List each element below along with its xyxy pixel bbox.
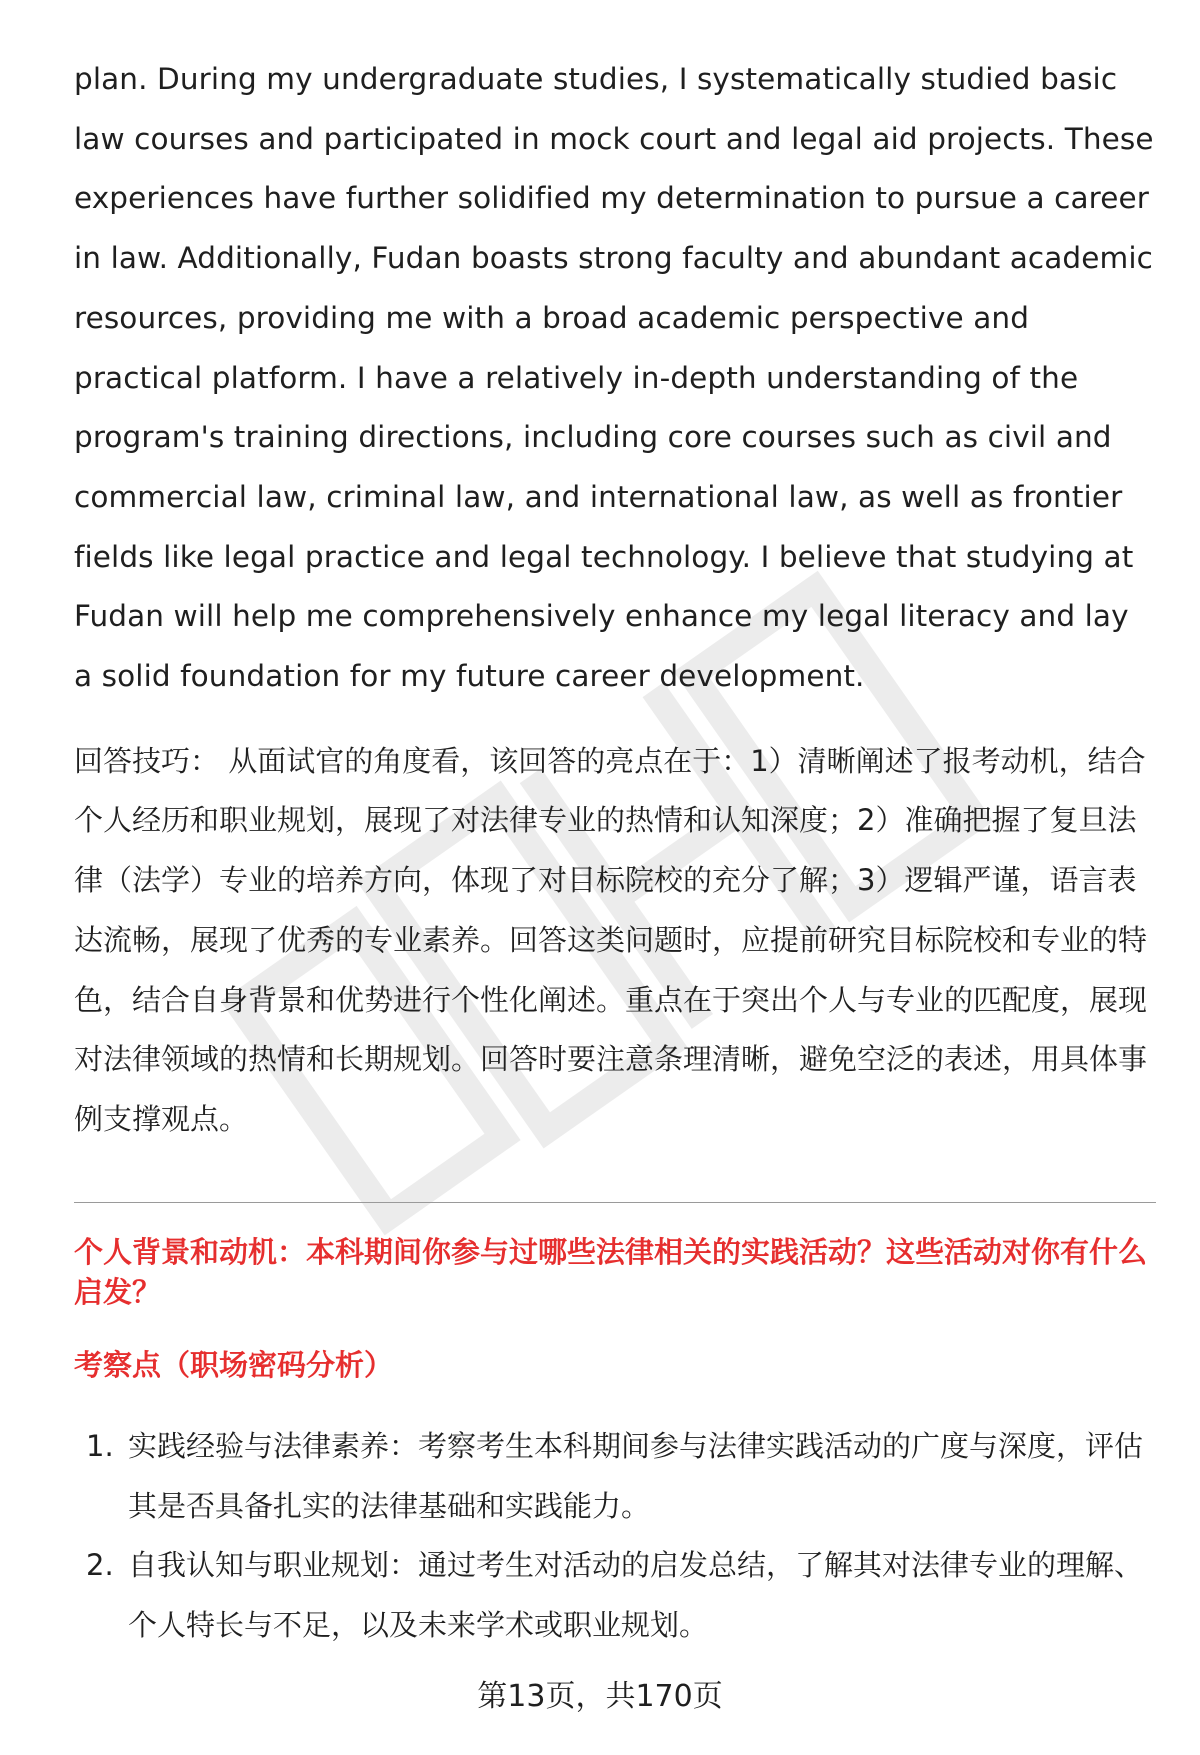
list-item [74, 1417, 1154, 1536]
list-item-text: 实践经验与法律素养：考察考生本科期间参与法律实践活动的广度与深度，评估其是否具备扎实的法律基础和实践能力。 [128, 1429, 1144, 1523]
list-item [74, 1536, 1154, 1655]
list-item-number: 1. [86, 1429, 114, 1463]
assessment-points-list [74, 1417, 1154, 1655]
list-item-text: 自我认知与职业规划：通过考生对活动的启发总结，了解其对法律专业的理解、个人特长与不足，以及未来学术或职业规划。 [128, 1548, 1144, 1642]
list-item-number: 2. [86, 1548, 114, 1582]
question-heading: 个人背景和动机：本科期间你参与过哪些法律相关的实践活动？这些活动对你有什么启发？ [74, 1235, 1148, 1309]
section-divider [74, 1202, 1156, 1203]
answer-paragraph: plan. During my undergraduate studies, I systematically studied basic law courses and participated in mock court and legal aid projects. These experiences have further solidified my determination to pursue a career in law. Additionally, Fudan boasts strong faculty and abundant academic resources, providing me with a broad academic perspective and practical platform. I have a relatively in-depth understanding of the program's training directions, including core courses such as civil and commercial law, criminal law, and international law, as well as frontier fields like legal practice and legal technology. I believe that studying at Fudan will help me comprehensively enhance my legal literacy and lay a solid foundation for my future career development. [74, 62, 1154, 694]
answer-tip [74, 732, 1154, 1150]
tip-label: 回答技巧： [74, 743, 220, 778]
tip-text: 从面试官的角度看，该回答的亮点在于：1）清晰阐述了报考动机，结合个人经历和职业规划，展现了对法律专业的热情和认知深度；2）准确把握了复旦法律（法学）专业的培养方向，体现了对目标院校的充分了解；3）逻辑严谨，语言表达流畅，展现了优秀的专业素养。回答这类问题时，应提前研究目标院校和专业的特色，结合自身背景和优势进行个性化阐述。重点在于突出个人与专业的匹配度，展现对法律领域的热情和长期规划。回答时要注意条理清晰，避免空泛的表述，用具体事例支撑观点。 [74, 743, 1148, 1136]
assessment-points-title: 考察点（职场密码分析） [74, 1348, 394, 1382]
page-number-footer: 第13页，共170页 [477, 1679, 723, 1714]
main-content [74, 50, 1154, 1150]
